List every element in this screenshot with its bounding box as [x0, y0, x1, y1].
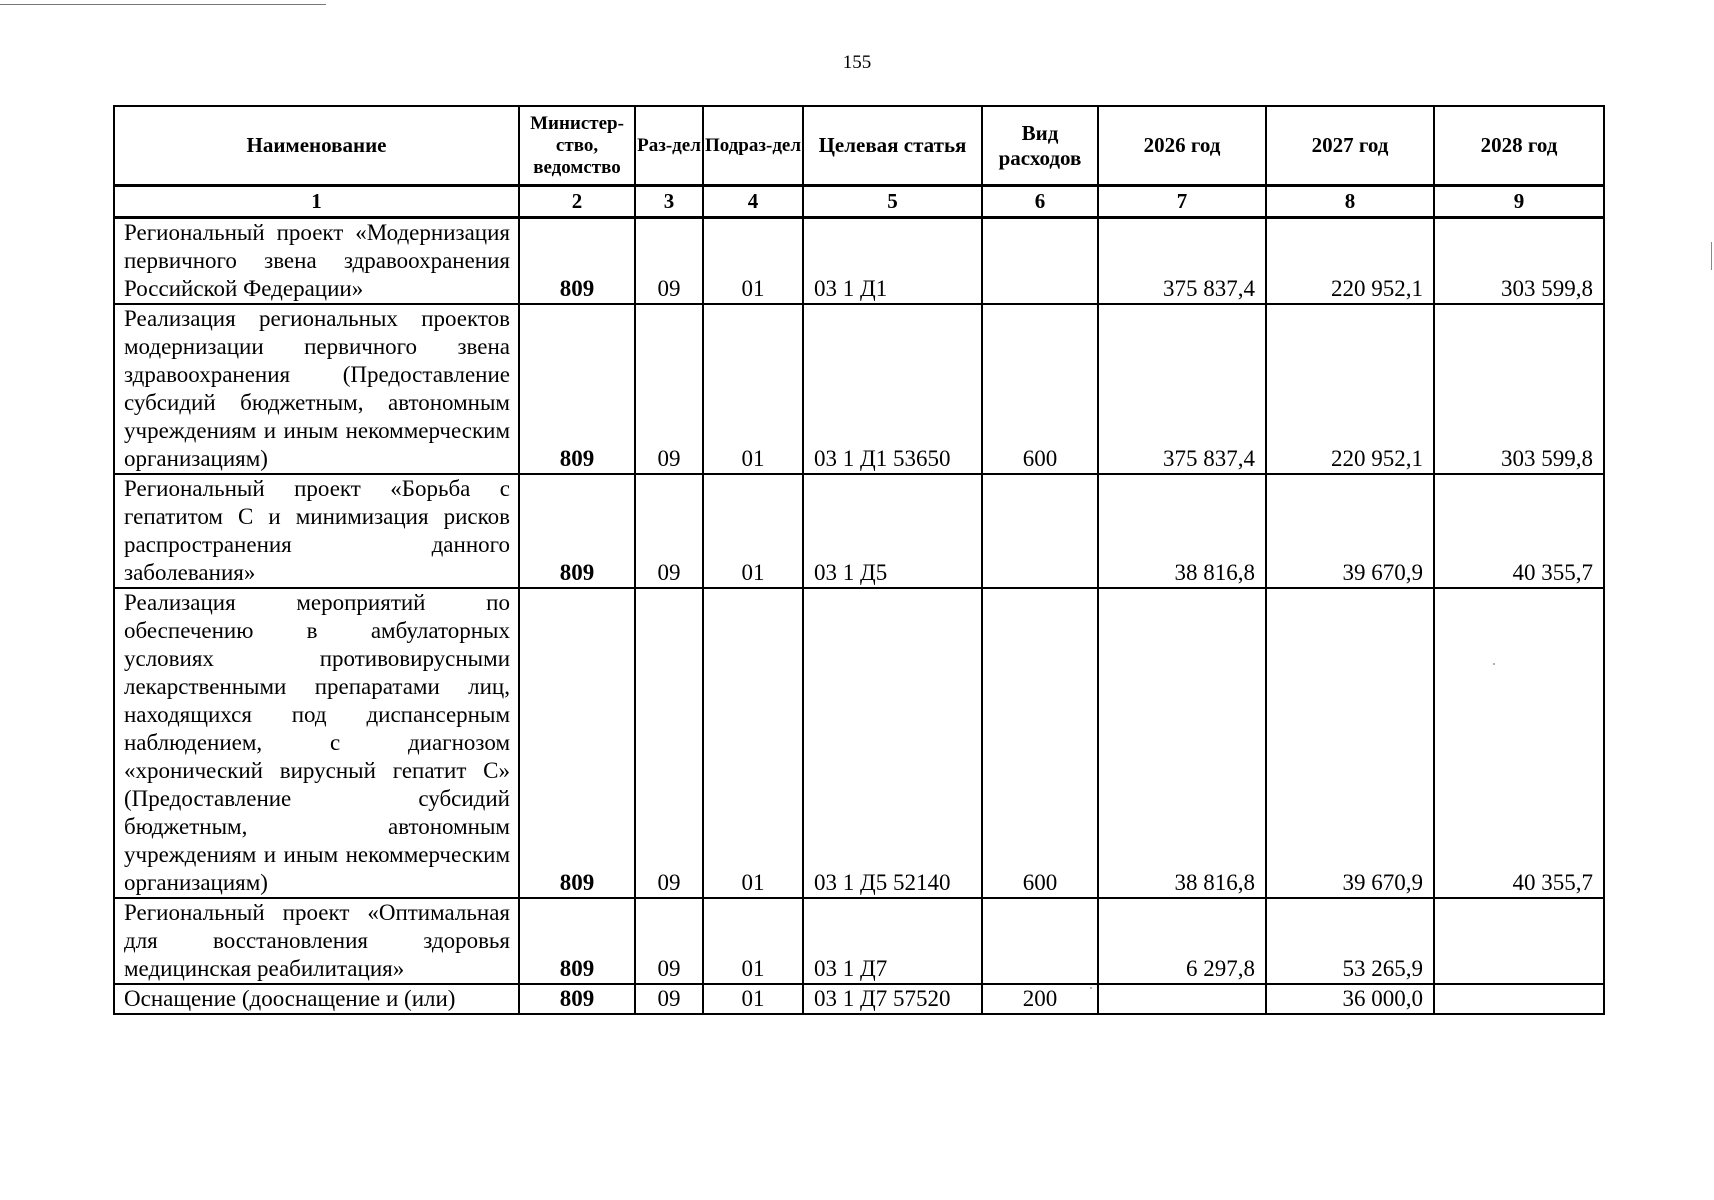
column-number: 3 — [635, 186, 703, 218]
row-2027: 39 670,9 — [1266, 588, 1434, 898]
row-subsection: 01 — [703, 218, 803, 305]
row-2026: 375 837,4 — [1098, 304, 1266, 474]
row-ministry: 809 — [519, 218, 635, 305]
row-name: Региональный проект «Модернизация первичного звена здравоохранения Российской Федерации» — [114, 218, 519, 305]
row-subsection: 01 — [703, 984, 803, 1014]
row-name: Реализация мероприятий по обеспечению в амбулаторных условиях противовирусными лекарственными препаратами лиц, находящихся под диспансерным наблюдением, с диагнозом «хронический вирусный гепатит С» (Предоставление субсидий бюджетным, автономным учреждениям и иным некоммерческим организациям) — [114, 588, 519, 898]
header-ministry: Министер-ство, ведомство — [519, 106, 635, 186]
table-row — [114, 474, 1604, 588]
header-2026: 2026 год — [1098, 106, 1266, 186]
row-target: 03 1 Д1 — [803, 218, 982, 305]
column-number: 4 — [703, 186, 803, 218]
row-name: Реализация региональных проектов модернизации первичного звена здравоохранения (Предоставление субсидий бюджетным, автономным учреждениям и иным некоммерческим организациям) — [114, 304, 519, 474]
column-number: 8 — [1266, 186, 1434, 218]
table-row — [114, 304, 1604, 474]
row-section: 09 — [635, 984, 703, 1014]
row-2028: 303 599,8 — [1434, 304, 1604, 474]
row-ministry: 809 — [519, 474, 635, 588]
page-number: 155 — [842, 52, 872, 73]
row-2028: 40 355,7 — [1434, 474, 1604, 588]
row-2027: 220 952,1 — [1266, 304, 1434, 474]
top-rule — [0, 4, 326, 5]
header-target: Целевая статья — [803, 106, 982, 186]
row-2026 — [1098, 984, 1266, 1014]
row-2028 — [1434, 984, 1604, 1014]
row-2027: 36 000,0 — [1266, 984, 1434, 1014]
row-expense-type — [982, 218, 1098, 305]
row-target: 03 1 Д7 57520 — [803, 984, 982, 1014]
row-target: 03 1 Д5 — [803, 474, 982, 588]
row-subsection: 01 — [703, 304, 803, 474]
row-name: Региональный проект «Оптимальная для восстановления здоровья медицинская реабилитация» — [114, 898, 519, 984]
header-section: Раз-дел — [635, 106, 703, 186]
row-2026: 38 816,8 — [1098, 588, 1266, 898]
row-target: 03 1 Д5 52140 — [803, 588, 982, 898]
row-expense-type: 600 — [982, 588, 1098, 898]
row-target: 03 1 Д7 — [803, 898, 982, 984]
row-section: 09 — [635, 474, 703, 588]
row-section: 09 — [635, 588, 703, 898]
row-2028: 40 355,7 — [1434, 588, 1604, 898]
row-expense-type — [982, 474, 1098, 588]
row-section: 09 — [635, 218, 703, 305]
row-subsection: 01 — [703, 588, 803, 898]
row-ministry: 809 — [519, 984, 635, 1014]
table-row — [114, 588, 1604, 898]
row-name: Оснащение (дооснащение и (или) — [114, 984, 519, 1014]
row-expense-type — [982, 898, 1098, 984]
row-target: 03 1 Д1 53650 — [803, 304, 982, 474]
column-number-row — [114, 186, 1604, 218]
table-row — [114, 984, 1604, 1014]
row-2028 — [1434, 898, 1604, 984]
column-number: 9 — [1434, 186, 1604, 218]
row-ministry: 809 — [519, 588, 635, 898]
row-subsection: 01 — [703, 474, 803, 588]
column-number: 7 — [1098, 186, 1266, 218]
table-row — [114, 898, 1604, 984]
header-2027: 2027 год — [1266, 106, 1434, 186]
row-2026: 38 816,8 — [1098, 474, 1266, 588]
column-number: 6 — [982, 186, 1098, 218]
row-ministry: 809 — [519, 304, 635, 474]
column-number: 5 — [803, 186, 982, 218]
row-name: Региональный проект «Борьба с гепатитом С и минимизация рисков распространения данного заболевания» — [114, 474, 519, 588]
row-2027: 220 952,1 — [1266, 218, 1434, 305]
header-subsection: Подраз-дел — [703, 106, 803, 186]
header-name: Наименование — [114, 106, 519, 186]
row-2027: 53 265,9 — [1266, 898, 1434, 984]
scan-edge-mark — [1711, 242, 1712, 270]
row-expense-type: 200 — [982, 984, 1098, 1014]
row-ministry: 809 — [519, 898, 635, 984]
row-2027: 39 670,9 — [1266, 474, 1434, 588]
row-subsection: 01 — [703, 898, 803, 984]
row-section: 09 — [635, 304, 703, 474]
header-row — [114, 106, 1604, 186]
row-expense-type: 600 — [982, 304, 1098, 474]
row-section: 09 — [635, 898, 703, 984]
column-number: 1 — [114, 186, 519, 218]
column-number: 2 — [519, 186, 635, 218]
header-2028: 2028 год — [1434, 106, 1604, 186]
header-expense-type: Вид расходов — [982, 106, 1098, 186]
budget-table — [113, 105, 1605, 1015]
row-2026: 6 297,8 — [1098, 898, 1266, 984]
row-2028: 303 599,8 — [1434, 218, 1604, 305]
table-row — [114, 218, 1604, 305]
row-2026: 375 837,4 — [1098, 218, 1266, 305]
